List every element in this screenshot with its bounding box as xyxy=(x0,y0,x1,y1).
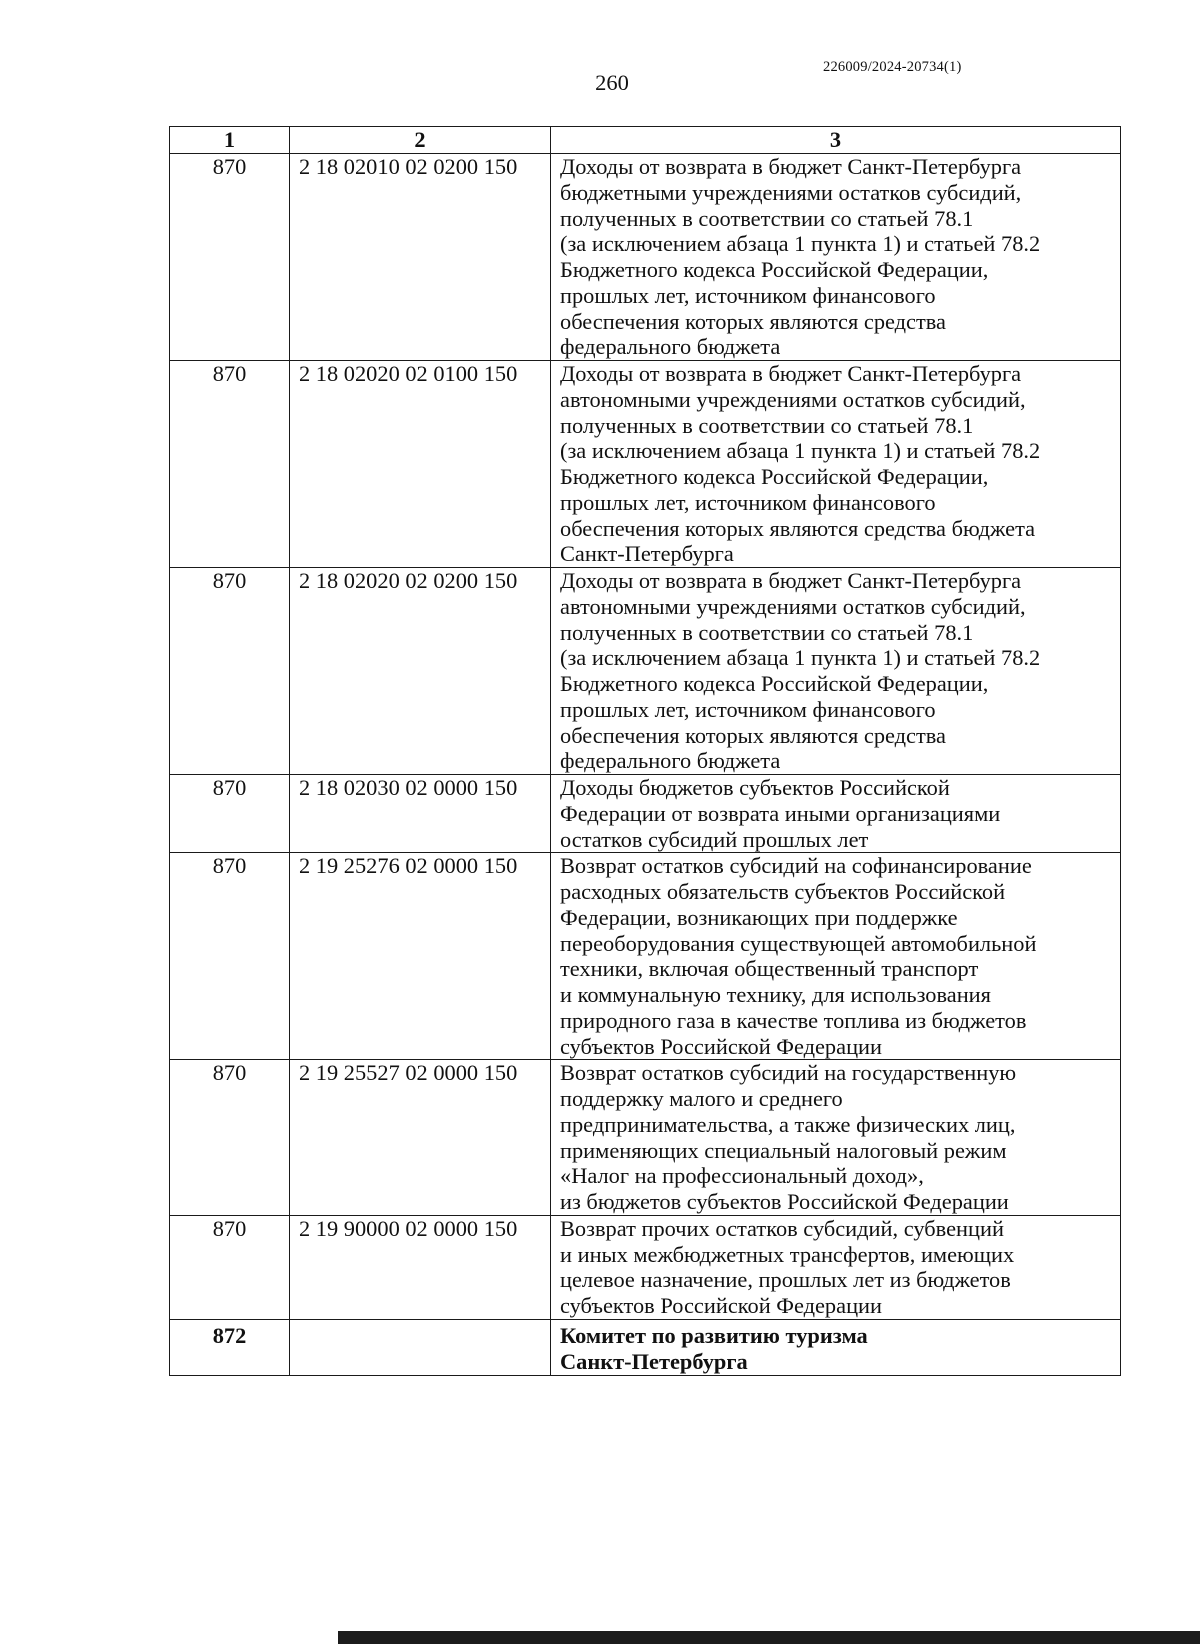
revenue-description-cell: Доходы бюджетов субъектов Российской Федерации от возврата иными организациями остатков субсидий прошлых лет xyxy=(551,775,1121,853)
revenue-code-cell: 2 18 02010 02 0200 150 xyxy=(290,154,551,361)
column-header-1: 1 xyxy=(170,127,290,154)
administrator-heading-row xyxy=(170,1319,1121,1375)
page-number: 260 xyxy=(595,70,629,95)
table-row xyxy=(170,853,1121,1060)
table-row xyxy=(170,1060,1121,1216)
table-header-row xyxy=(170,127,1121,154)
revenue-code-cell: 2 18 02020 02 0100 150 xyxy=(290,361,551,568)
table-row xyxy=(170,775,1121,853)
revenue-code-cell: 2 19 25527 02 0000 150 xyxy=(290,1060,551,1216)
revenue-description-cell: Возврат остатков субсидий на софинансирование расходных обязательств субъектов Российской Федерации, возникающих при поддержке переоборудования существующей автомобильной техники, включая общественный транспорт и коммунальную технику, для использования природного газа в качестве топлива из бюджетов субъектов Российской Федерации xyxy=(551,853,1121,1060)
document-registration-number: 226009/2024-20734(1) xyxy=(823,59,962,75)
revenue-code-cell: 2 19 25276 02 0000 150 xyxy=(290,853,551,1060)
administrator-code-cell: 870 xyxy=(170,568,290,775)
administrator-code-cell: 870 xyxy=(170,361,290,568)
administrator-code-cell: 870 xyxy=(170,1215,290,1319)
revenue-description-cell: Возврат остатков субсидий на государственную поддержку малого и среднего предпринимательства, а также физических лиц, применяющих специальный налоговый режим «Налог на профессиональный доход», из бюджетов субъектов Российской Федерации xyxy=(551,1060,1121,1216)
revenue-description-cell: Доходы от возврата в бюджет Санкт-Петербурга автономными учреждениями остатков субсидий, полученных в соответствии со статьей 78.1 (за исключением абзаца 1 пункта 1) и статьей 78.2 Бюджетного кодекса Российской Федерации, прошлых лет, источником финансового обеспечения которых являются средства федерального бюджета xyxy=(551,568,1121,775)
column-header-2: 2 xyxy=(290,127,551,154)
column-header-3: 3 xyxy=(551,127,1121,154)
revenue-description-cell: Доходы от возврата в бюджет Санкт-Петербурга бюджетными учреждениями остатков субсидий, полученных в соответствии со статьей 78.1 (за исключением абзаца 1 пункта 1) и статьей 78.2 Бюджетного кодекса Российской Федерации, прошлых лет, источником финансового обеспечения которых являются средства федерального бюджета xyxy=(551,154,1121,361)
administrator-code-cell: 872 xyxy=(170,1319,290,1375)
revenue-code-cell: 2 18 02020 02 0200 150 xyxy=(290,568,551,775)
revenue-code-cell: 2 18 02030 02 0000 150 xyxy=(290,775,551,853)
administrator-name-cell: Комитет по развитию туризма Санкт-Петербурга xyxy=(551,1319,1121,1375)
revenue-code-cell xyxy=(290,1319,551,1375)
administrator-code-cell: 870 xyxy=(170,853,290,1060)
administrator-code-cell: 870 xyxy=(170,154,290,361)
administrator-code-cell: 870 xyxy=(170,1060,290,1216)
revenue-description-cell: Возврат прочих остатков субсидий, субвенций и иных межбюджетных трансфертов, имеющих целевое назначение, прошлых лет из бюджетов субъектов Российской Федерации xyxy=(551,1215,1121,1319)
table-row xyxy=(170,568,1121,775)
budget-revenue-table xyxy=(169,126,1121,1376)
revenue-code-cell: 2 19 90000 02 0000 150 xyxy=(290,1215,551,1319)
table-row xyxy=(170,1215,1121,1319)
table-row xyxy=(170,361,1121,568)
administrator-code-cell: 870 xyxy=(170,775,290,853)
revenue-description-cell: Доходы от возврата в бюджет Санкт-Петербурга автономными учреждениями остатков субсидий, полученных в соответствии со статьей 78.1 (за исключением абзаца 1 пункта 1) и статьей 78.2 Бюджетного кодекса Российской Федерации, прошлых лет, источником финансового обеспечения которых являются средства бюджета Санкт-Петербурга xyxy=(551,361,1121,568)
table-row xyxy=(170,154,1121,361)
scan-edge-bar xyxy=(338,1631,1200,1644)
